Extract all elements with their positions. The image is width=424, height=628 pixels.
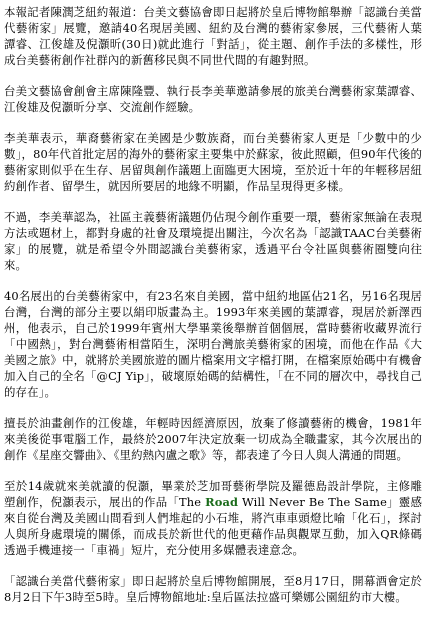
- paragraph-exhibition-info: 「認識台美當代藝術家」即日起將於皇后博物館開展，至8月17日，開幕酒會定於8月2日下午3時至5時。皇后博物館地址:皇后區法拉盛可樂娜公園紐約市大樓。: [4, 574, 422, 604]
- ni-hao-text-start: 至於14歲就來美就讀的倪灝，畢業於芝加哥藝術學院及羅德島設計學院，主修雕塑創作，倪灝表示，展出的作品「The: [4, 479, 422, 509]
- news-article: [4, 4, 422, 605]
- paragraph-li-meihua-remarks: 李美華表示，華裔藝術家在美國是少數族裔，而台美藝術家人更是「少數中的少數」，80年代首批定居的海外的藝術家主要集中於蘇家，彼此照顧，但90年代後的藝術家則似乎在生存、居留與創作議題上面臨更大困境，至於近十年的年輕移居紐約創作者、留學生，就因所要居的地緣不明顯，作品呈現得更多樣。: [4, 131, 422, 193]
- paragraph-ni-hao: [4, 478, 422, 558]
- road-highlight: Road: [205, 495, 239, 509]
- paragraph-chiang: 擅長於油畫創作的江俊雄，年輕時因經濟原因，放棄了修讀藝術的機會，1981年來美後從事電腦工作，最終於2007年決定放棄一切成為全職畫家，其今次展出的創作《星座交響曲》、《里約熱內盧之歌》等，都表達了今日人與人溝通的問題。: [4, 416, 422, 462]
- paragraph-exhibitors-yeh: 40名展出的台美藝術家中，有23名來自美國，當中紐約地區佔21名，另16名現居台灣，台灣的部分主要以絹印版畫為主。1993年來美國的葉譚睿，現居於新澤西州，他表示，自己於1999年賓州大學畢業後舉辦首個個展，當時藝術收藏界流行「中國熱」，對台灣藝術相當陌生，深明台灣旅美藝術家的困境，而他在作品《大美國之旅》中，就將於美國旅遊的圖片檔案用文字檔打開，在檔案原始碼中有機會加入自己的全名「@CJ Yip」，破壞原始碼的結構性，「在不同的層次中，尋找自己的存在」。: [4, 289, 422, 399]
- paragraph-organizers: 台美文藝協會創會主席陳隆豐、執行長李美華邀請參展的旅美台灣藝術家葉譚睿、江俊雄及倪灝昕分享、交流創作經驗。: [4, 84, 422, 114]
- paragraph-intro: 本報記者陳潤芝紐約報道：台美文藝協會即日起將於皇后博物館舉辦「認識台美當代藝術家」展覽，邀請40名現居美國、紐約及台灣的藝術家參展，三代藝術人葉譚睿、江俊雄及倪灝昕(30日)就此進行「對話」，從主題、創作手法的多樣性，形成台美藝術創作社群內的新舊移民與不同世代間的有趣對照。: [4, 5, 422, 67]
- ni-hao-text-end: Will Never Be The Same」靈感來自從台灣及美國山間看到人們堆起的小石堆，將汽車車頭燈比喻「化石」，探討人與所身處環境的關係，而成長於新世代的他更藉作品與觀眾互動，加入QR條碼透過手機連接一「車禍」短片，充分使用多媒體表達意念。: [4, 495, 422, 557]
- paragraph-exhibition-purpose: 不過，李美華認為，社區主義藝術議題仍佔現今創作重要一環，藝術家無論在表現方法或題材上，都對身處的社會及環境提出關注，今次名為「認識TAAC台美藝術家」的展覽，就是希望令外間認識台美藝術家，透過平台令社區與藝術圈雙向往來。: [4, 210, 422, 272]
